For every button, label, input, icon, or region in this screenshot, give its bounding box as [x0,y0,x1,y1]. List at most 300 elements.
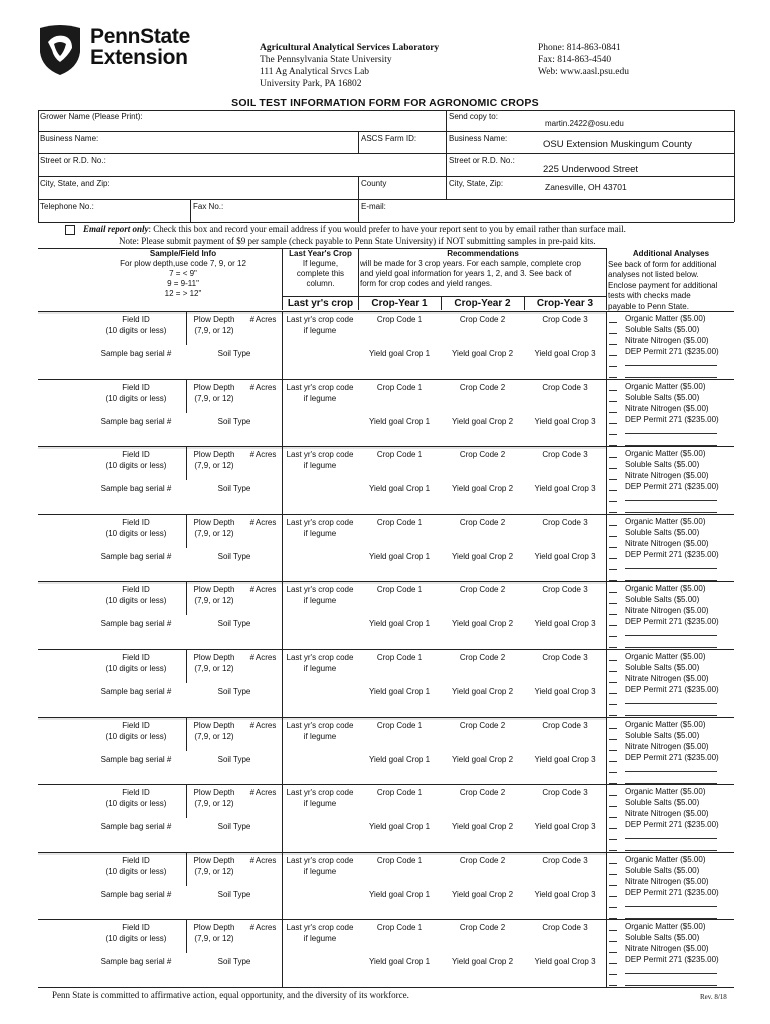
additional-analysis-option[interactable]: Organic Matter ($5.00) [625,382,706,391]
plow-depth-field[interactable] [186,518,242,539]
field-id-field-label: Field ID [122,518,150,527]
additional-analysis-option[interactable]: Organic Matter ($5.00) [625,652,706,661]
plow-depth-field[interactable] [186,788,242,809]
yield-goal-2-field[interactable] [441,755,524,766]
yield-goal-2-field[interactable] [441,619,524,630]
analysis-checkbox-line[interactable] [609,772,617,773]
recommendations-line3: form for crop codes and yield ranges. [360,279,493,288]
additional-analysis-option[interactable]: DEP Permit 271 ($235.00) [625,820,719,829]
yield-goal-3-field-label: Yield goal Crop 3 [534,890,596,899]
additional-analysis-option[interactable]: DEP Permit 271 ($235.00) [625,888,719,897]
sample-header-line3: 9 = 9-11" [167,279,199,288]
additional-analysis-option[interactable]: DEP Permit 271 ($235.00) [625,482,719,491]
crop-code-2-field[interactable] [441,653,524,664]
soil-type-field[interactable] [186,349,282,360]
field-id-field-label: Field ID [122,856,150,865]
yield-goal-2-field-label: Yield goal Crop 2 [451,552,514,561]
crop-code-2-field-label: Crop Code 2 [459,450,506,459]
analysis-checkbox-line[interactable] [609,344,617,345]
crop-code-3-field-label: Crop Code 3 [542,788,588,797]
field-id-field[interactable] [88,721,184,742]
crop-code-1-field-label: Crop Code 1 [376,856,423,865]
sample-bag-serial-field[interactable] [88,619,184,630]
crop-code-2-field[interactable] [441,788,524,799]
additional-analysis-option[interactable]: Nitrate Nitrogen ($5.00) [625,809,709,818]
analysis-checkbox-line[interactable] [609,512,617,513]
analysis-checkbox-line[interactable] [609,423,617,424]
analysis-checkbox-line[interactable] [609,682,617,683]
yield-goal-2-field-label: Yield goal Crop 2 [451,349,514,358]
analysis-checkbox-line[interactable] [609,671,617,672]
additional-analysis-option[interactable]: Organic Matter ($5.00) [625,787,706,796]
copy-to-email[interactable]: martin.2422@osu.edu [545,119,624,128]
yield-goal-1-field[interactable] [358,484,441,495]
analysis-checkbox-line[interactable] [609,536,617,537]
sample-bag-serial-field[interactable] [88,755,184,766]
plow-depth-field-label: (7,9, or 12) [194,595,234,605]
crop-code-3-field[interactable] [524,653,606,664]
analysis-checkbox-line[interactable] [609,603,617,604]
yield-goal-2-field[interactable] [441,484,524,495]
analysis-checkbox-line[interactable] [609,874,617,875]
additional-blank-line[interactable] [625,627,719,639]
additional-blank-line[interactable] [625,560,719,572]
sample-bag-serial-field[interactable] [88,552,184,563]
field-id-field-label: Field ID [122,653,150,662]
yield-goal-1-field[interactable] [358,417,441,428]
last-crop-field[interactable] [282,450,358,471]
acres-field[interactable] [244,450,282,461]
additional-blank-line[interactable] [625,492,719,504]
analysis-checkbox-line[interactable] [609,636,617,637]
field-id-field[interactable] [88,653,184,674]
additional-analysis-option[interactable]: DEP Permit 271 ($235.00) [625,550,719,559]
analysis-checkbox-line[interactable] [609,930,617,931]
analysis-checkbox-line[interactable] [609,985,617,986]
field-id-field-label: (10 digits or less) [105,595,167,605]
plow-depth-field-label: Plow Depth [193,450,235,459]
last-crop-field-label: Last yr's crop code [286,383,354,392]
crop-code-3-field-label: Crop Code 3 [542,383,588,392]
copy-business-value[interactable]: OSU Extension Muskingum County [543,139,692,150]
yield-goal-1-field[interactable] [358,957,441,968]
yield-goal-2-field[interactable] [441,822,524,833]
crop-code-2-field-label: Crop Code 2 [459,923,506,932]
field-id-field[interactable] [88,585,184,606]
crop-code-1-field[interactable] [358,518,441,529]
crop-code-2-field[interactable] [441,383,524,394]
additional-blank-line[interactable] [625,425,719,437]
yield-goal-1-field[interactable] [358,349,441,360]
last-crop-field[interactable] [282,788,358,809]
recommendations-header [360,249,606,289]
lastyear-header-line2: complete this [296,269,345,278]
yield-goal-2-field[interactable] [441,417,524,428]
field-id-field-label: Field ID [122,585,150,594]
field-id-field[interactable] [88,383,184,404]
analysis-checkbox-line[interactable] [609,750,617,751]
crop-code-1-field[interactable] [358,383,441,394]
additional-analysis-option[interactable]: Nitrate Nitrogen ($5.00) [625,336,709,345]
analysis-checkbox-line[interactable] [609,907,617,908]
sample-bag-serial-field[interactable] [88,890,184,901]
crop-code-3-field-label: Crop Code 3 [542,923,588,932]
additional-analysis-option[interactable]: Nitrate Nitrogen ($5.00) [625,742,709,751]
additional-analysis-option[interactable]: Organic Matter ($5.00) [625,922,706,931]
additional-analysis-option[interactable]: Nitrate Nitrogen ($5.00) [625,404,709,413]
crop-code-3-field[interactable] [524,585,606,596]
sample-bag-serial-field[interactable] [88,484,184,495]
additional-blank-line[interactable] [625,965,719,977]
crop-code-3-field[interactable] [524,450,606,461]
crop-code-2-field[interactable] [441,721,524,732]
lastyear-header [283,249,358,289]
analysis-checkbox-line[interactable] [609,660,617,661]
plow-depth-field[interactable] [186,923,242,944]
analysis-checkbox-line[interactable] [609,479,617,480]
yield-goal-3-field[interactable] [524,552,606,563]
lab-phone: Phone: 814-863-0841 [538,43,621,53]
analysis-checkbox-line[interactable] [609,569,617,570]
analysis-checkbox-line[interactable] [609,863,617,864]
analysis-checkbox-line[interactable] [609,739,617,740]
additional-analysis-option[interactable]: Soluble Salts ($5.00) [625,798,700,807]
additional-analysis-option[interactable]: Soluble Salts ($5.00) [625,393,700,402]
crop-code-3-field[interactable] [524,856,606,867]
analysis-checkbox-line[interactable] [609,401,617,402]
yield-goal-3-field-label: Yield goal Crop 3 [534,484,596,493]
soil-type-field[interactable] [186,552,282,563]
analysis-checkbox-line[interactable] [609,952,617,953]
analysis-checkbox-line[interactable] [609,806,617,807]
sample-bag-serial-field-label: Sample bag serial # [100,552,172,561]
additional-analyses-list [625,313,719,381]
last-crop-field[interactable] [282,721,358,742]
analysis-checkbox-line[interactable] [609,390,617,391]
last-crop-field[interactable] [282,518,358,539]
plow-depth-field[interactable] [186,450,242,471]
field-id-field[interactable] [88,315,184,336]
additional-blank-line[interactable] [625,830,719,842]
last-crop-field[interactable] [282,585,358,606]
additional-blank-line[interactable] [625,357,719,369]
sample-bag-serial-field[interactable] [88,417,184,428]
yield-goal-1-field-label: Yield goal Crop 1 [368,890,431,899]
yield-goal-3-field[interactable] [524,619,606,630]
analysis-checkbox-line[interactable] [609,963,617,964]
crop-code-3-field[interactable] [524,383,606,394]
ascs-farm-id-label: ASCS Farm ID: [361,134,417,143]
acres-field-label: # Acres [249,923,277,932]
field-id-field[interactable] [88,518,184,539]
last-crop-field-label: if legume [303,325,337,335]
sample-bag-serial-field[interactable] [88,349,184,360]
analysis-checkbox-line[interactable] [609,704,617,705]
additional-analysis-option[interactable]: Soluble Salts ($5.00) [625,460,700,469]
additional-analysis-option[interactable]: Organic Matter ($5.00) [625,449,706,458]
analysis-checkbox-line[interactable] [609,885,617,886]
acres-field[interactable] [244,721,282,732]
plow-depth-field[interactable] [186,315,242,336]
yield-goal-3-field[interactable] [524,822,606,833]
crop-code-2-field[interactable] [441,856,524,867]
yield-goal-2-field[interactable] [441,349,524,360]
crop-code-3-field[interactable] [524,518,606,529]
yield-goal-3-field[interactable] [524,957,606,968]
analysis-checkbox-line[interactable] [609,693,617,694]
analysis-checkbox-line[interactable] [609,547,617,548]
crop-code-2-field[interactable] [441,450,524,461]
analysis-checkbox-line[interactable] [609,592,617,593]
soil-type-field[interactable] [186,484,282,495]
additional-line4: tests with checks made [608,291,691,300]
recommendations-title: Recommendations [447,249,519,258]
additional-analysis-option[interactable]: Nitrate Nitrogen ($5.00) [625,606,709,615]
field-id-field[interactable] [88,856,184,877]
last-crop-field-label: Last yr's crop code [286,923,354,932]
acres-field-label: # Acres [249,518,277,527]
additional-analyses-list [625,719,719,787]
footer-statement: Penn State is committed to affirmative action, equal opportunity, and the diversity of its workforce. [52,990,409,1000]
yield-goal-3-field-label: Yield goal Crop 3 [534,687,596,696]
plow-depth-field[interactable] [186,383,242,404]
soil-type-field[interactable] [186,755,282,766]
yield-goal-1-field[interactable] [358,822,441,833]
additional-blank-line[interactable] [625,763,719,775]
copy-city-value[interactable]: Zanesville, OH 43701 [545,182,627,192]
additional-analysis-option[interactable]: Nitrate Nitrogen ($5.00) [625,674,709,683]
additional-analysis-option[interactable]: Organic Matter ($5.00) [625,517,706,526]
last-crop-field-label: if legume [303,663,337,673]
analysis-checkbox-line[interactable] [609,614,617,615]
additional-analysis-option[interactable]: Nitrate Nitrogen ($5.00) [625,944,709,953]
yield-goal-1-field-label: Yield goal Crop 1 [368,619,431,628]
crop-code-2-field[interactable] [441,923,524,934]
analysis-checkbox-line[interactable] [609,941,617,942]
yield-goal-3-field[interactable] [524,890,606,901]
analysis-checkbox-line[interactable] [609,625,617,626]
yield-goal-1-field[interactable] [358,890,441,901]
acres-field[interactable] [244,653,282,664]
yield-goal-1-field[interactable] [358,755,441,766]
yield-goal-3-field[interactable] [524,755,606,766]
analysis-checkbox-line[interactable] [609,715,617,716]
analysis-checkbox-line[interactable] [609,728,617,729]
additional-analysis-option[interactable]: DEP Permit 271 ($235.00) [625,685,719,694]
soil-type-field[interactable] [186,890,282,901]
field-id-field[interactable] [88,923,184,944]
crop-code-1-field[interactable] [358,450,441,461]
lab-fax: Fax: 814-863-4540 [538,55,612,65]
crop-code-1-field[interactable] [358,788,441,799]
additional-analysis-option[interactable]: DEP Permit 271 ($235.00) [625,617,719,626]
additional-analysis-option[interactable]: Organic Matter ($5.00) [625,314,706,323]
field-id-field[interactable] [88,788,184,809]
additional-blank-line[interactable] [625,695,719,707]
yield-goal-2-field[interactable] [441,890,524,901]
acres-field[interactable] [244,518,282,529]
soil-type-field[interactable] [186,687,282,698]
yield-goal-3-field[interactable] [524,687,606,698]
analysis-checkbox-line[interactable] [609,974,617,975]
sample-row-block [0,919,770,987]
field-id-field-label: Field ID [122,450,150,459]
analysis-checkbox-line[interactable] [609,412,617,413]
yield-goal-1-field-label: Yield goal Crop 1 [368,552,431,561]
additional-analysis-option[interactable]: Soluble Salts ($5.00) [625,866,700,875]
additional-analysis-option[interactable]: Soluble Salts ($5.00) [625,528,700,537]
yield-goal-2-field[interactable] [441,552,524,563]
analysis-checkbox-line[interactable] [609,828,617,829]
additional-analysis-option[interactable]: DEP Permit 271 ($235.00) [625,955,719,964]
additional-analysis-option[interactable]: Organic Matter ($5.00) [625,584,706,593]
soil-type-field[interactable] [186,957,282,968]
crop-code-2-field[interactable] [441,585,524,596]
additional-analysis-option[interactable]: Soluble Salts ($5.00) [625,325,700,334]
email-only-text [83,224,626,235]
additional-analysis-option[interactable]: DEP Permit 271 ($235.00) [625,753,719,762]
logo-wordmark [90,26,190,68]
analysis-checkbox-line[interactable] [609,850,617,851]
acres-field-label: # Acres [249,856,277,865]
sample-bag-serial-field[interactable] [88,822,184,833]
crop-code-2-field[interactable] [441,315,524,326]
email-only-checkbox[interactable] [65,225,75,235]
crop-code-1-field[interactable] [358,923,441,934]
soil-type-field-label: Soil Type [217,349,251,358]
yield-goal-1-field[interactable] [358,552,441,563]
analysis-checkbox-line[interactable] [609,468,617,469]
additional-blank-line[interactable] [625,898,719,910]
last-crop-field[interactable] [282,653,358,674]
additional-analysis-option[interactable]: Nitrate Nitrogen ($5.00) [625,877,709,886]
analysis-checkbox-line[interactable] [609,896,617,897]
last-crop-field[interactable] [282,856,358,877]
acres-field[interactable] [244,856,282,867]
analysis-checkbox-line[interactable] [609,377,617,378]
yield-goal-3-field-label: Yield goal Crop 3 [534,957,596,966]
last-crop-field[interactable] [282,923,358,944]
analysis-checkbox-line[interactable] [609,434,617,435]
yield-goal-2-field[interactable] [441,687,524,698]
crop-code-3-field[interactable] [524,923,606,934]
yield-goal-3-field[interactable] [524,417,606,428]
additional-analysis-option[interactable]: Organic Matter ($5.00) [625,855,706,864]
payment-note: Note: Please submit payment of $9 per sample (check payable to Penn State University) if NOT submitting samples in pre-paid kits. [119,236,596,246]
analysis-checkbox-line[interactable] [609,558,617,559]
crop-code-3-field[interactable] [524,315,606,326]
crop-code-1-field[interactable] [358,315,441,326]
crop-code-1-field-label: Crop Code 1 [376,721,423,730]
crop-code-2-field[interactable] [441,518,524,529]
additional-analyses-list [625,381,719,449]
acres-field-label: # Acres [249,788,277,797]
sample-bag-serial-field[interactable] [88,687,184,698]
analysis-checkbox-line[interactable] [609,647,617,648]
plow-depth-field[interactable] [186,653,242,674]
soil-type-field-label: Soil Type [217,484,251,493]
additional-analysis-option[interactable]: Nitrate Nitrogen ($5.00) [625,471,709,480]
last-crop-field-label: Last yr's crop code [286,518,354,527]
crop-code-3-field-label: Crop Code 3 [542,585,588,594]
additional-analysis-option[interactable]: Soluble Salts ($5.00) [625,663,700,672]
crop-code-1-field[interactable] [358,585,441,596]
additional-analysis-option[interactable]: Organic Matter ($5.00) [625,720,706,729]
analysis-checkbox-line[interactable] [609,355,617,356]
analysis-checkbox-line[interactable] [609,839,617,840]
analysis-checkbox-line[interactable] [609,322,617,323]
crop-code-1-field[interactable] [358,721,441,732]
acres-field[interactable] [244,788,282,799]
plow-depth-field-label: Plow Depth [193,383,235,392]
crop-code-1-field[interactable] [358,856,441,867]
analysis-checkbox-line[interactable] [609,795,617,796]
analysis-checkbox-line[interactable] [609,761,617,762]
sample-row-block [0,379,770,447]
additional-analysis-option[interactable]: Nitrate Nitrogen ($5.00) [625,539,709,548]
additional-analysis-option[interactable]: DEP Permit 271 ($235.00) [625,415,719,424]
yield-goal-3-field[interactable] [524,349,606,360]
field-id-field-label: (10 digits or less) [105,933,167,943]
analysis-checkbox-line[interactable] [609,501,617,502]
crop-code-3-field[interactable] [524,788,606,799]
plow-depth-field[interactable] [186,721,242,742]
soil-type-field[interactable] [186,417,282,428]
analysis-checkbox-line[interactable] [609,333,617,334]
form-title: SOIL TEST INFORMATION FORM FOR AGRONOMIC CROPS [231,97,539,109]
copy-street-value[interactable]: 225 Underwood Street [543,164,639,175]
sample-bag-serial-field[interactable] [88,957,184,968]
crop-year-2-header: Crop-Year 2 [454,298,511,309]
sample-bag-serial-field-label: Sample bag serial # [100,957,172,966]
yield-goal-1-field[interactable] [358,619,441,630]
logo-line2: Extension [90,46,188,69]
field-id-field[interactable] [88,450,184,471]
yield-goal-2-field[interactable] [441,957,524,968]
analysis-checkbox-line[interactable] [609,457,617,458]
last-crop-field[interactable] [282,383,358,404]
yield-goal-1-field[interactable] [358,687,441,698]
plow-depth-field-label: (7,9, or 12) [194,933,234,943]
acres-field-label: # Acres [249,721,277,730]
crop-code-3-field[interactable] [524,721,606,732]
sample-header [88,249,278,299]
analysis-checkbox-line[interactable] [609,817,617,818]
plow-depth-field[interactable] [186,856,242,877]
acres-field[interactable] [244,585,282,596]
plow-depth-field[interactable] [186,585,242,606]
email-label: E-mail: [361,202,386,211]
last-crop-field-label: if legume [303,731,337,741]
sample-bag-serial-field-label: Sample bag serial # [100,687,172,696]
analysis-checkbox-line[interactable] [609,525,617,526]
soil-type-field[interactable] [186,822,282,833]
analysis-checkbox-line[interactable] [609,366,617,367]
acres-field[interactable] [244,383,282,394]
additional-analysis-option[interactable]: Soluble Salts ($5.00) [625,731,700,740]
crop-code-1-field-label: Crop Code 1 [376,653,423,662]
soil-type-field[interactable] [186,619,282,630]
additional-analysis-option[interactable]: DEP Permit 271 ($235.00) [625,347,719,356]
yield-goal-3-field[interactable] [524,484,606,495]
analysis-checkbox-line[interactable] [609,490,617,491]
acres-field[interactable] [244,923,282,934]
acres-field[interactable] [244,315,282,326]
additional-analysis-option[interactable]: Soluble Salts ($5.00) [625,595,700,604]
additional-analysis-option[interactable]: Soluble Salts ($5.00) [625,933,700,942]
crop-code-1-field[interactable] [358,653,441,664]
last-crop-field[interactable] [282,315,358,336]
